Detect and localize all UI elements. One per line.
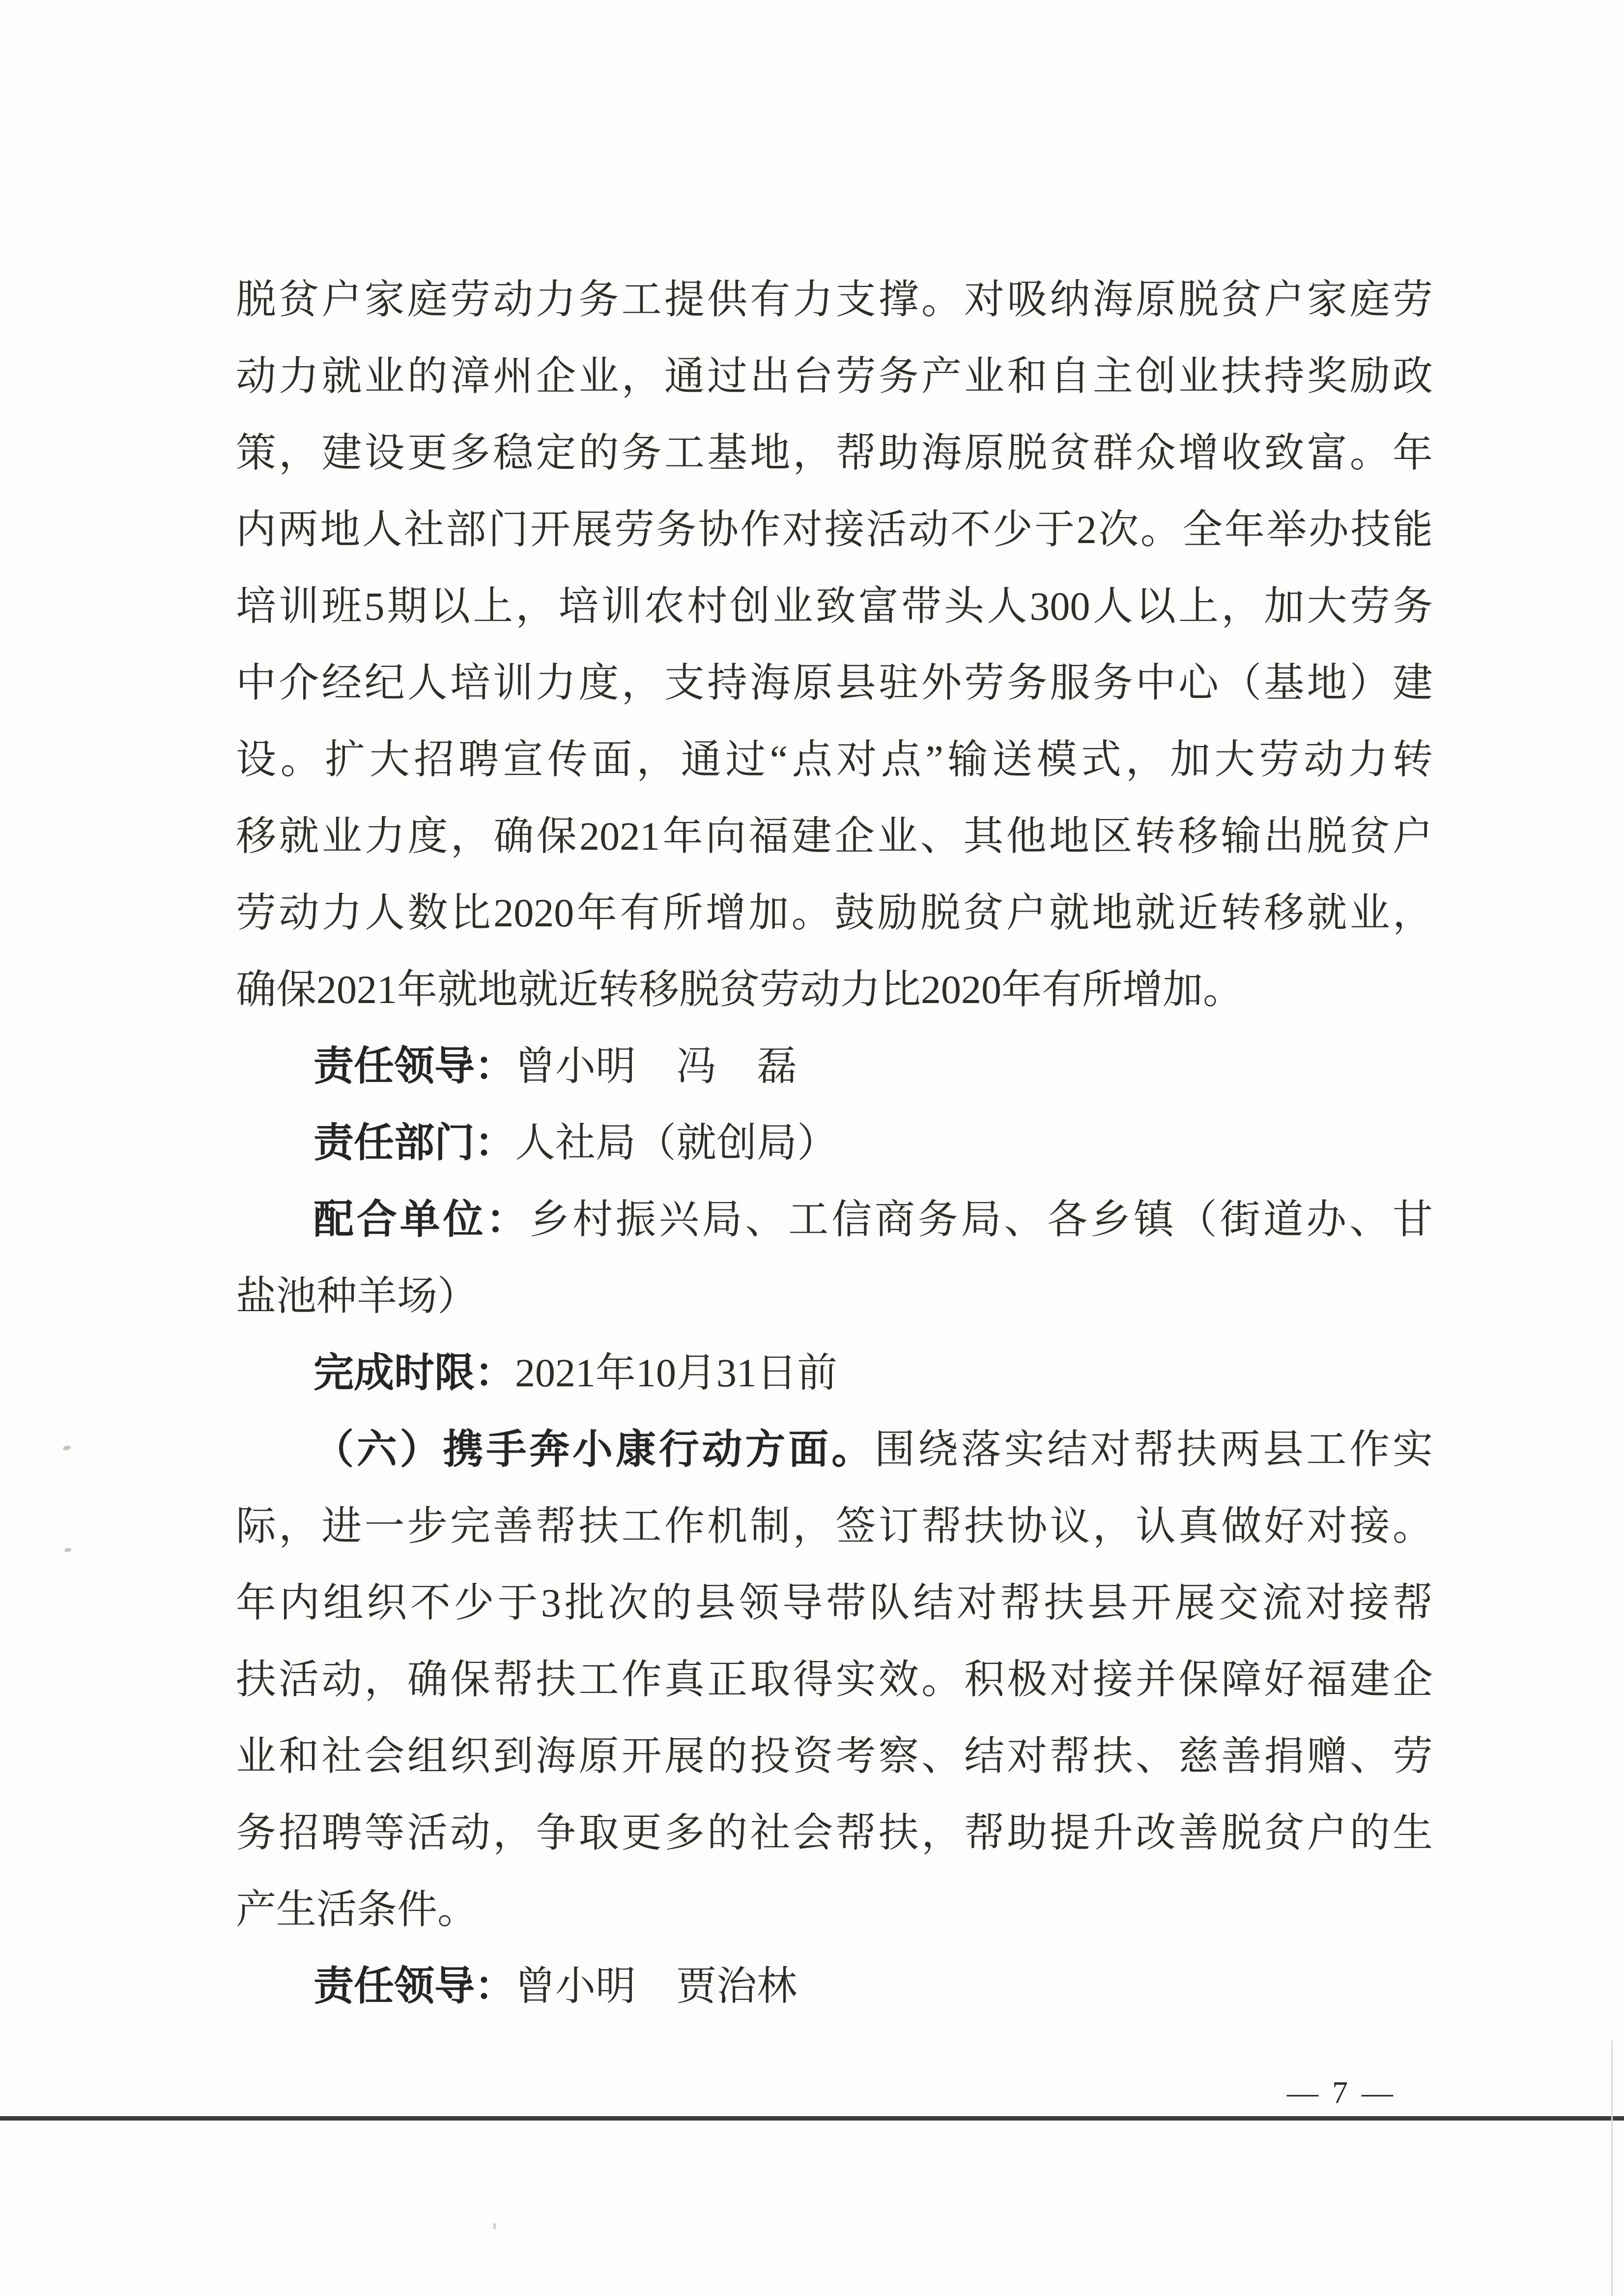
page-number: — 7 — — [1287, 2075, 1396, 2110]
body-line — [236, 1718, 1433, 1795]
body-line-text: 盐池种羊场） — [236, 1274, 478, 1319]
body-line — [236, 338, 1433, 415]
line-value: 乡村振兴局、工信商务局、各乡镇（街道办、甘 — [529, 1197, 1433, 1242]
body-line-text: 劳动力人数比2020年有所增加。鼓励脱贫户就地就近转移就业， — [236, 890, 1433, 935]
body-line-text: 年内组织不少于3批次的县领导带队结对帮扶县开展交流对接帮 — [236, 1580, 1433, 1625]
body-line-text: 扶活动，确保帮扶工作真正取得实效。积极对接并保障好福建企 — [236, 1657, 1433, 1702]
body-line — [236, 568, 1433, 645]
section-heading-line — [236, 1411, 1433, 1488]
line-label: 责任部门： — [313, 1120, 515, 1165]
body-line — [236, 1641, 1433, 1718]
body-line-text: 确保2021年就地就近转移脱贫劳动力比2020年有所增加。 — [236, 967, 1244, 1012]
document-body — [236, 261, 1433, 2025]
body-line — [236, 645, 1433, 721]
scan-speckle — [62, 1445, 71, 1451]
body-line — [236, 261, 1433, 338]
line-value: 人社局（就创局） — [515, 1120, 838, 1165]
body-line — [236, 1565, 1433, 1641]
body-line-text: 际，进一步完善帮扶工作机制，签订帮扶协议，认真做好对接。 — [236, 1504, 1433, 1549]
body-line-text: 设。扩大招聘宣传面，通过“点对点”输送模式，加大劳动力转 — [236, 737, 1433, 782]
footer-rule — [0, 2116, 1624, 2121]
body-line — [236, 798, 1433, 875]
body-line — [236, 1488, 1433, 1565]
body-line-text: 培训班5期以上，培训农村创业致富带头人300人以上，加大劳务 — [236, 584, 1433, 629]
line-label: 完成时限： — [313, 1350, 515, 1395]
body-line — [236, 1871, 1433, 1948]
body-line — [236, 491, 1433, 568]
body-line — [236, 951, 1433, 1028]
body-line — [236, 721, 1433, 798]
body-line-text: 围绕落实结对帮扶两县工作实 — [874, 1427, 1433, 1472]
body-line-text: 内两地人社部门开展劳务协作对接活动不少于2次。全年举办技能 — [236, 507, 1433, 552]
body-line-text: 策，建设更多稳定的务工基地，帮助海原脱贫群众增收致富。年 — [236, 430, 1433, 475]
scan-speckle — [493, 2223, 496, 2229]
body-line-text: 移就业力度，确保2021年向福建企业、其他地区转移输出脱贫户 — [236, 814, 1433, 859]
scan-speckle — [64, 1548, 71, 1552]
body-line — [236, 415, 1433, 491]
body-line — [236, 875, 1433, 951]
body-line-text: 务招聘等活动，争取更多的社会帮扶，帮助提升改善脱贫户的生 — [236, 1810, 1433, 1855]
body-line — [236, 1258, 1433, 1335]
scan-artifact-vertical-line — [1611, 2040, 1613, 2296]
body-line-text: 业和社会组织到海原开展的投资考察、结对帮扶、慈善捐赠、劳 — [236, 1734, 1433, 1779]
cooperating-units-line — [236, 1181, 1433, 1258]
deadline-line — [236, 1335, 1433, 1411]
body-line-text: 中介经纪人培训力度，支持海原县驻外劳务服务中心（基地）建 — [236, 660, 1433, 705]
line-label: 责任领导： — [313, 1044, 515, 1089]
line-label: 配合单位： — [313, 1197, 530, 1242]
body-line-text: 脱贫户家庭劳动力务工提供有力支撑。对吸纳海原脱贫户家庭劳 — [236, 277, 1433, 322]
responsible-leader-line — [236, 1028, 1433, 1105]
line-value: 曾小明 冯 磊 — [515, 1044, 798, 1089]
body-line — [236, 1795, 1433, 1871]
line-value: 曾小明 贾治林 — [515, 1964, 798, 2009]
line-label: 责任领导： — [313, 1964, 515, 2009]
responsible-department-line — [236, 1105, 1433, 1181]
body-line-text: 动力就业的漳州企业，通过出台劳务产业和自主创业扶持奖励政 — [236, 354, 1433, 399]
section-heading: （六）携手奔小康行动方面。 — [313, 1427, 875, 1472]
body-line-text: 产生活条件。 — [236, 1887, 478, 1932]
responsible-leader-line — [236, 1948, 1433, 2025]
line-value: 2021年10月31日前 — [515, 1350, 838, 1395]
